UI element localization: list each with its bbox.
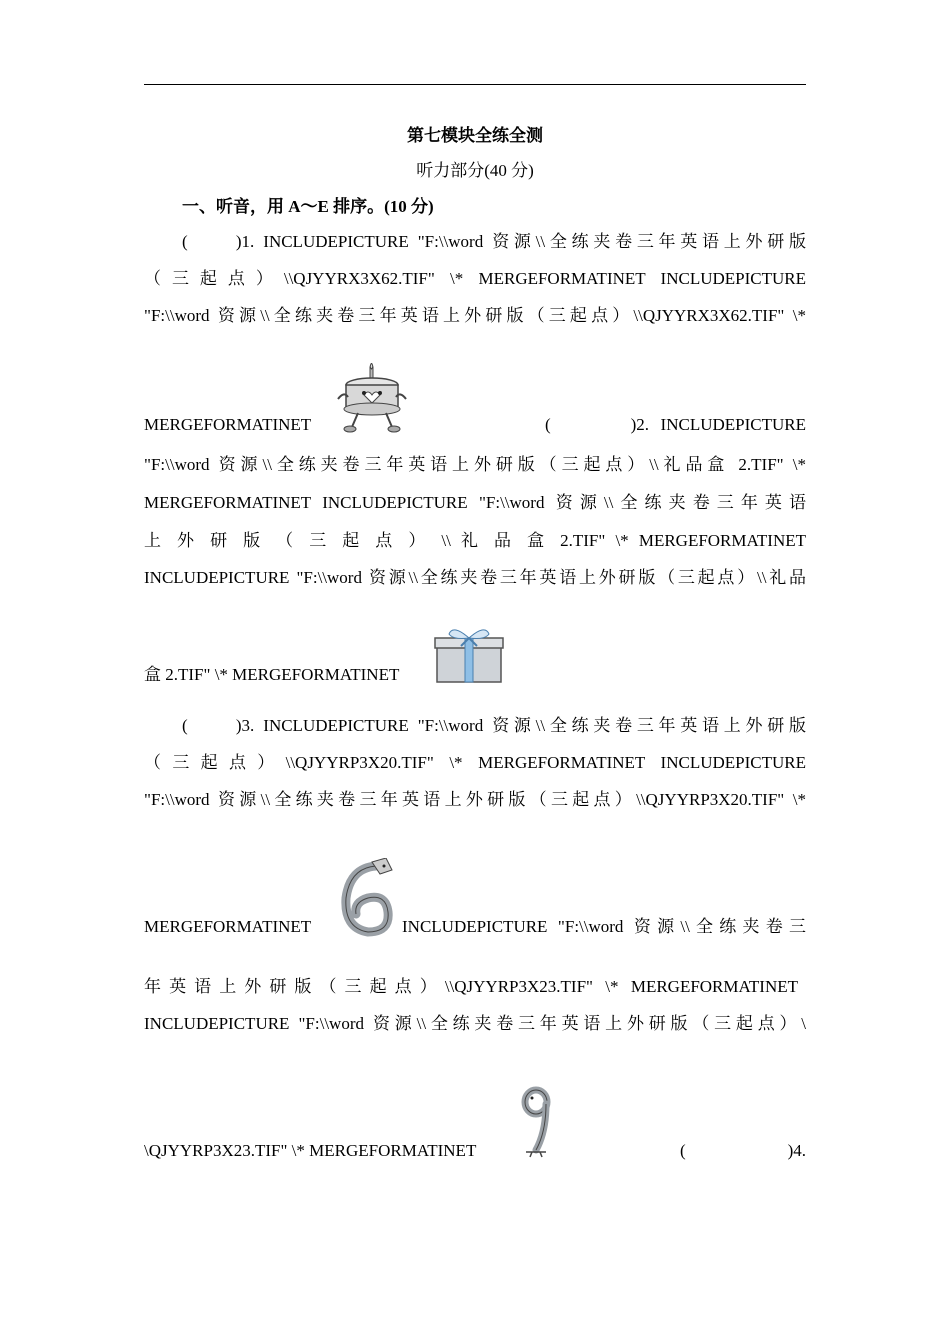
- q2-line-1: ( )2. INCLUDEPICTURE: [545, 415, 806, 434]
- section-heading: 一、听音，用 A～E 排序。(10 分): [182, 197, 434, 216]
- q3-line-1: ( )3. INCLUDEPICTURE "F:\\word 资源\\全练夹卷三年英语上外研版: [182, 716, 806, 735]
- q2-line-5: INCLUDEPICTURE "F:\\word 资源\\全练夹卷三年英语上外研版（三起点）\\礼品: [144, 568, 806, 587]
- birthday-cake-image: [334, 363, 410, 435]
- q2-line-4: 上 外 研 版 （ 三 起 点 ） \\ 礼 品 盒 2.TIF" \* MERGEFORMATINET: [144, 531, 806, 550]
- q3-line-2: （三起点）\\QJYYRP3X20.TIF" \* MERGEFORMATINET INCLUDEPICTURE: [144, 753, 806, 772]
- q3-line-3: "F:\\word 资源\\全练夹卷三年英语上外研版（三起点）\\QJYYRP3X20.TIF" \*: [144, 790, 806, 809]
- q1-line-3: "F:\\word 资源\\全练夹卷三年英语上外研版（三起点）\\QJYYRX3X62.TIF" \*: [144, 306, 806, 325]
- q2-line-2: "F:\\word 资源\\全练夹卷三年英语上外研版（三起点）\\礼品盒 2.TIF" \*: [144, 455, 806, 474]
- q2-line-6: 盒 2.TIF" \* MERGEFORMATINET: [144, 665, 400, 684]
- number-six-image: [336, 858, 398, 938]
- q3-line-7: INCLUDEPICTURE "F:\\word 资源\\全练夹卷三年英语上外研版（三起点）\: [144, 1014, 806, 1033]
- q3-line-4: MERGEFORMATINET: [144, 917, 312, 936]
- q3-line-5: INCLUDEPICTURE "F:\\word 资源\\全练夹卷三: [402, 917, 806, 936]
- q4-line-1: ( )4.: [680, 1141, 806, 1160]
- page-subtitle: 听力部分(40 分): [416, 161, 534, 180]
- header-rule: [144, 84, 806, 85]
- page-title: 第七模块全练全测: [407, 126, 543, 145]
- q1-line-1: ( )1. INCLUDEPICTURE "F:\\word 资源\\全练夹卷三年英语上外研版: [182, 232, 806, 251]
- q1-line-2: （三起点）\\QJYYRX3X62.TIF" \* MERGEFORMATINET INCLUDEPICTURE: [144, 269, 806, 288]
- q3-line-8: \QJYYRP3X23.TIF" \* MERGEFORMATINET: [144, 1141, 477, 1160]
- number-nine-image: [520, 1086, 552, 1158]
- gift-box-image: [433, 626, 505, 684]
- q2-line-3: MERGEFORMATINET INCLUDEPICTURE "F:\\word 资源\\全练夹卷三年英语: [144, 493, 806, 512]
- q3-line-6: 年英语上外研版（三起点）\\QJYYRP3X23.TIF" \* MERGEFORMATINET: [144, 977, 798, 996]
- q1-line-4: MERGEFORMATINET: [144, 415, 312, 434]
